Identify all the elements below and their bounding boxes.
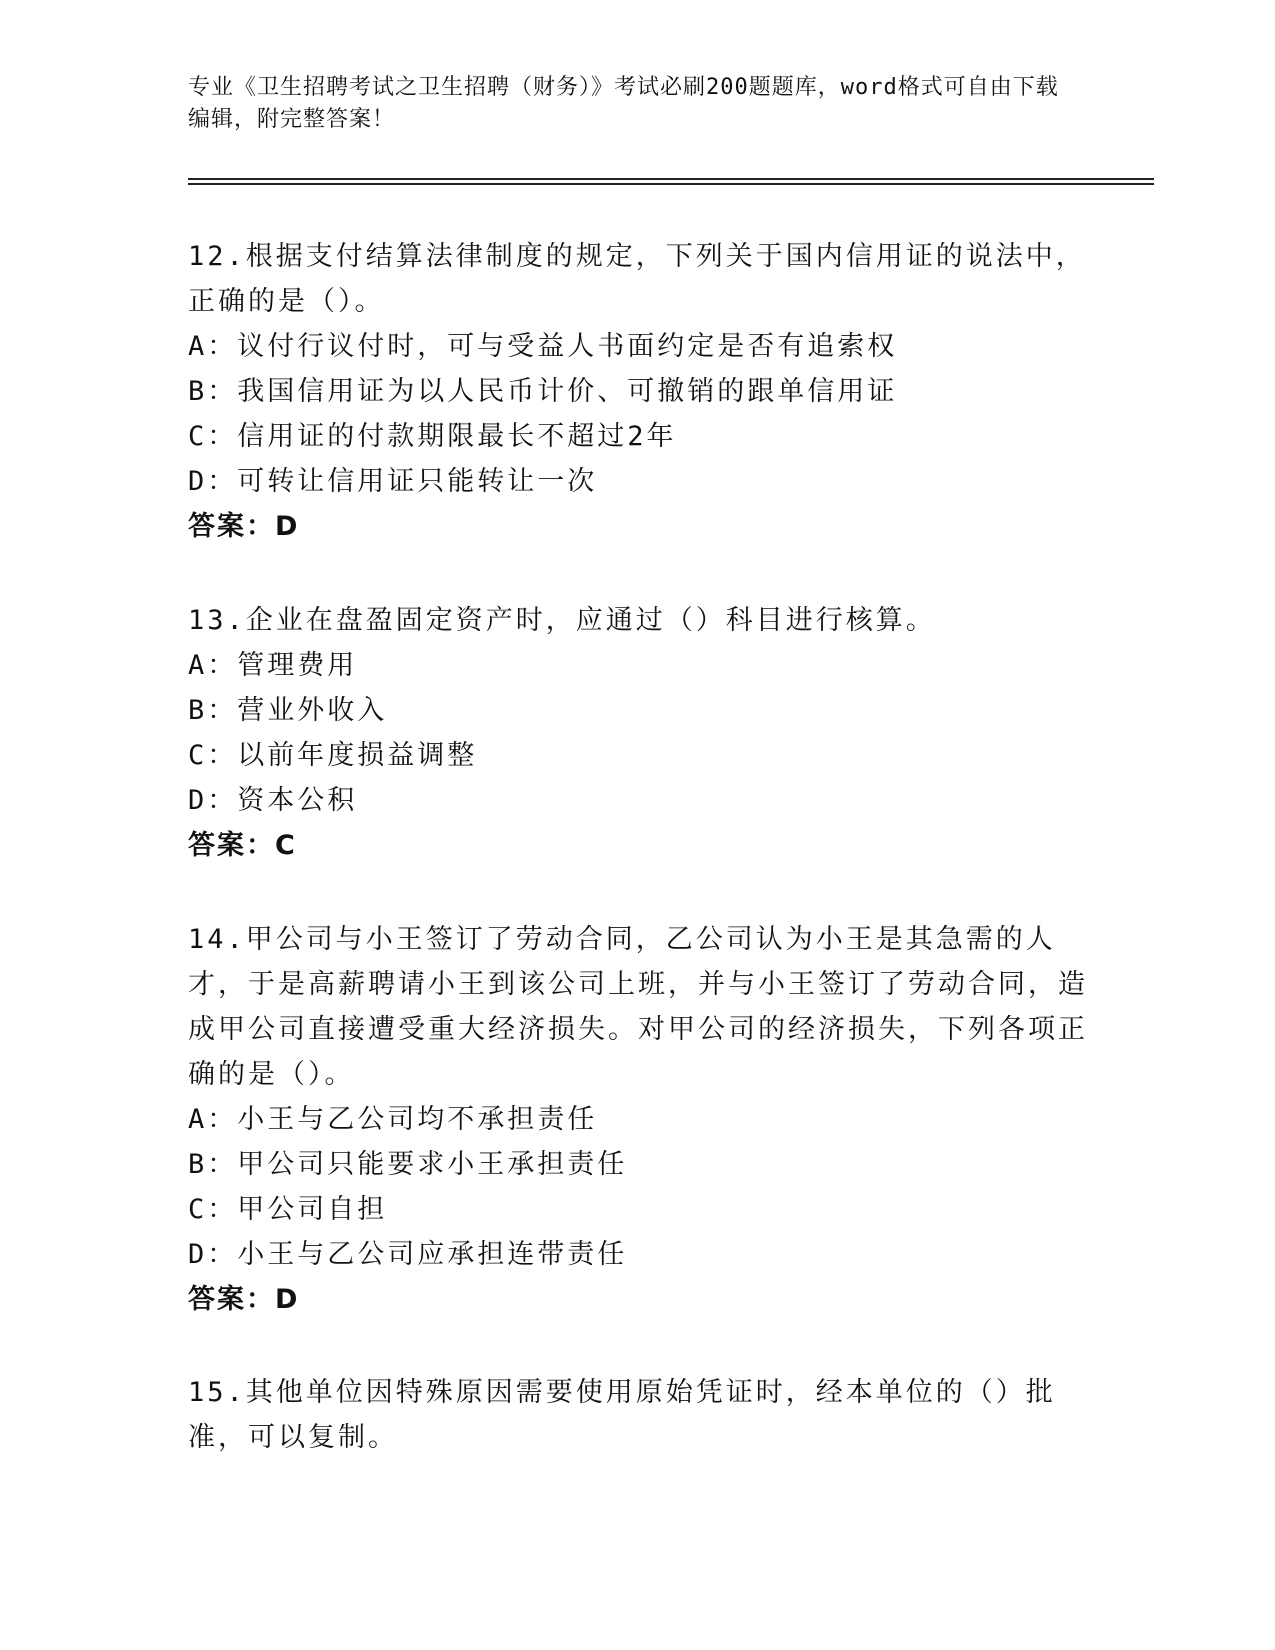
option-a: A：管理费用 xyxy=(188,650,358,681)
answer-line: 答案：D xyxy=(188,1284,300,1315)
option-d: D：小王与乙公司应承担连带责任 xyxy=(188,1239,628,1270)
option-b: B：甲公司只能要求小王承担责任 xyxy=(188,1149,628,1180)
header-divider-bottom xyxy=(188,183,1154,185)
option-a: A：小王与乙公司均不承担责任 xyxy=(188,1104,598,1135)
question-14 xyxy=(188,917,1088,1322)
header-divider-top xyxy=(188,178,1154,180)
option-c: C：甲公司自担 xyxy=(188,1194,388,1225)
answer-line: 答案：D xyxy=(188,511,300,542)
option-a: A：议付行议付时，可与受益人书面约定是否有追索权 xyxy=(188,331,898,362)
question-13 xyxy=(188,598,1088,868)
option-d: D：可转让信用证只能转让一次 xyxy=(188,466,598,497)
question-15 xyxy=(188,1370,1088,1460)
question-stem: 14.甲公司与小王签订了劳动合同，乙公司认为小王是其急需的人才，于是高薪聘请小王到该公司上班，并与小王签订了劳动合同，造成甲公司直接遭受重大经济损失。对甲公司的经济损失，下列各项正确的是（）。 xyxy=(188,924,1088,1090)
option-b: B：营业外收入 xyxy=(188,695,388,726)
question-stem: 15.其他单位因特殊原因需要使用原始凭证时，经本单位的（）批准，可以复制。 xyxy=(188,1377,1056,1453)
option-d: D：资本公积 xyxy=(188,785,358,816)
answer-line: 答案：C xyxy=(188,830,297,861)
option-c: C：以前年度损益调整 xyxy=(188,740,478,771)
option-c: C：信用证的付款期限最长不超过2年 xyxy=(188,421,677,452)
document-header: 专业《卫生招聘考试之卫生招聘（财务）》考试必刷200题题库，word格式可自由下载编辑，附完整答案！ xyxy=(188,75,1059,132)
question-stem: 12.根据支付结算法律制度的规定，下列关于国内信用证的说法中，正确的是（）。 xyxy=(188,241,1086,317)
question-stem: 13.企业在盘盈固定资产时，应通过（）科目进行核算。 xyxy=(188,605,936,636)
option-b: B：我国信用证为以人民币计价、可撤销的跟单信用证 xyxy=(188,376,898,407)
question-12 xyxy=(188,234,1088,549)
